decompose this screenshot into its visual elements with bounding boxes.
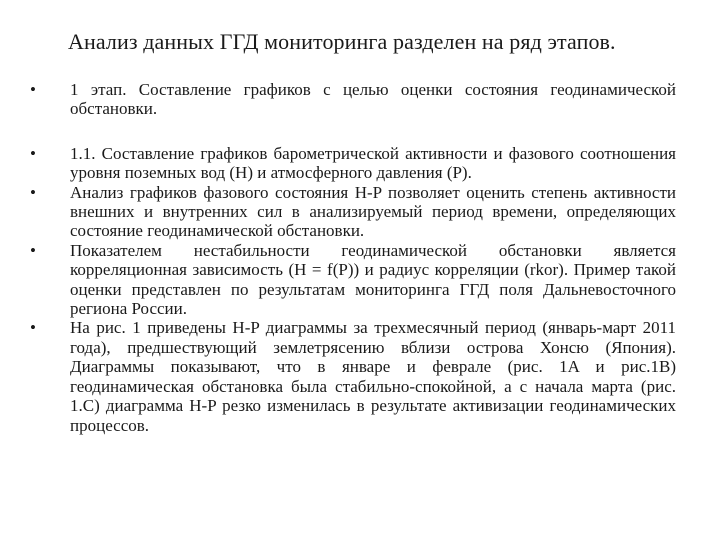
- bullet-dot-icon: •: [30, 143, 36, 163]
- bullet-text: 1.1. Составление графиков барометрической активности и фазового соотношения уровня поземных вод (Н) и атмосферного давления (Р).: [70, 143, 676, 183]
- bullet-dot-icon: •: [30, 80, 36, 99]
- bullet-item: [30, 183, 676, 241]
- bullet-item: [30, 80, 676, 119]
- bullet-dot-icon: •: [30, 182, 36, 202]
- bullet-item: [30, 144, 676, 183]
- bullet-item: [30, 241, 676, 319]
- bullet-text: На рис. 1 приведены H-P диаграммы за трехмесячный период (январь-март 2011 года), предшествующий землетрясению вблизи острова Хонсю (Япония). Диаграммы показывают, что в январе и феврале (рис. 1A и рис.1B) геодинамическая обстановка была стабильно-спокойной, а с начала марта (рис. 1.C) диаграмма H-P резко изменилась в результате активизации геодинамических процессов.: [70, 318, 676, 435]
- bullet-list: [30, 80, 676, 435]
- bullet-text: Анализ графиков фазового состояния H-P позволяет оценить степень активности внешних и внутренних сил в анализируемый период времени, определяющих состояние геодинамической обстановки.: [70, 182, 676, 241]
- bullet-dot-icon: •: [30, 318, 36, 338]
- bullet-dot-icon: •: [30, 240, 36, 260]
- slide-title: Анализ данных ГГД мониторинга разделен на ряд этапов.: [68, 29, 616, 54]
- bullet-text: 1 этап. Составление графиков с целью оценки состояния геодинамической обстановки.: [70, 80, 676, 119]
- bullet-text: Показателем нестабильности геодинамической обстановки является корреляционная зависимость (H = f(P)) и радиус корреляции (rkor). Пример такой оценки представлен по результатам мониторинга ГГД поля Дальневосточного региона России.: [70, 240, 676, 319]
- bullet-item: [30, 318, 676, 434]
